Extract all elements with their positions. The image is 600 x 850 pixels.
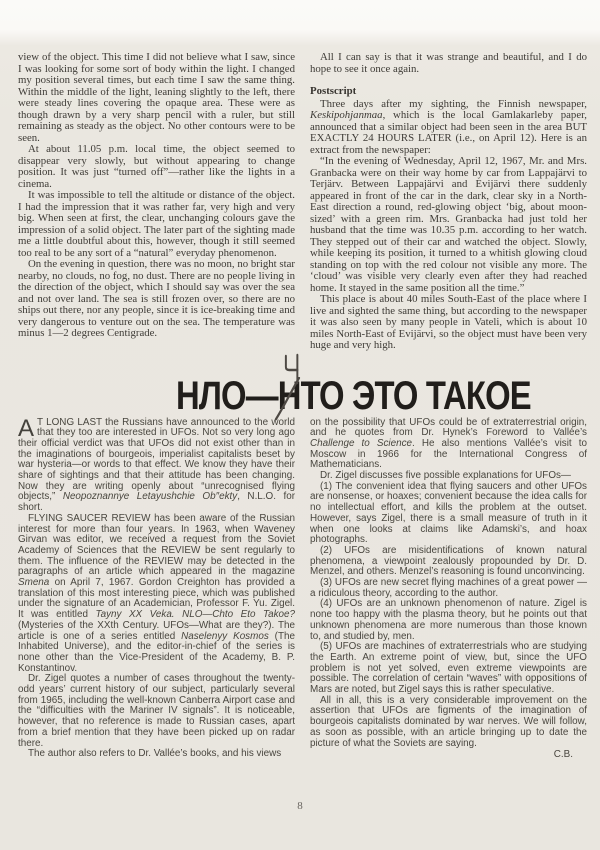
paragraph: (1) The convenient idea that flying saucers and other UFOs are nonsense, or hoaxes; convenient because the idea calls for no intellectual effort, and kills the problem at the outset. However, says Zigel, there is a small measure of truth in it when one looks at claims like Adamski’s, and hoax photographs.	[310, 480, 587, 546]
page-number: 8	[297, 800, 303, 812]
paragraph: At about 11.05 p.m. local time, the object seemed to disappear very slowly, but without appearing to change position. It was just “turned off”—rather like the lights in a cinema.	[18, 143, 295, 190]
bottom-article	[0, 414, 600, 762]
paragraph: on the possibility that UFOs could be of extraterrestrial origin, and he quotes from Dr. Hynek’s Foreword to Vallée’s Challenge to Science. He also mentions Vallée’s visit to Moscow in 1966 for the International Congress of Mathematicians.	[310, 416, 587, 471]
headline-struck-letter	[277, 373, 301, 418]
paragraph: All I can say is that it was strange and beautiful, and I do hope to see it once again.	[310, 51, 587, 75]
drop-cap: A	[18, 414, 35, 442]
paragraph: Dr. Zigel quotes a number of cases throughout the twenty-odd years’ current history of our subject, particularly several from 1965, including the well-known Canberra Airport case and the “difficulties with the Mariner IV signals”. It is noticeable, however, that no reference is made to Russian cases, apart from a brief mention that they have been picked up on radar there.	[18, 673, 295, 749]
paragraph: Dr. Zigel discusses five possible explanations for UFOs—	[320, 470, 571, 482]
bottom-right-column	[310, 418, 587, 762]
paragraph	[18, 414, 295, 514]
top-left-column	[18, 52, 295, 352]
bottom-left-column	[18, 414, 296, 762]
top-right-column	[310, 52, 587, 352]
paragraph: view of the object. This time I did not believe what I saw, since I was looking for some sort of body within the light. I changed my position several times, but each time I saw the same thing. Within the middle of the light, leaning slightly to the left, there were steady lines covering the opaque area. These were as though drawn by a very sharp pencil with a ruler, but still remaining as steady as the object. No other contours were to be seen.	[18, 51, 295, 144]
headline-prefix: НЛО—	[176, 373, 278, 418]
paragraph-text: T LONG LAST the Russians have announced to the world that they too are interested in UFOs. Not so very long ago their official verdict was that UFOs did not exist other than in the imaginations of bourgeois, imperialist capitalists beset by war hysteria—or words to that effect. We know they have their share of sightings and that their attitude has been changing. Now they are writing openly about “unrecognised flying objects,” Neopoznannye Letayushchie Ob″ekty, N.L.O. for short.	[18, 416, 295, 514]
paragraph: The author also refers to Dr. Vallée’s books, and his views	[28, 748, 282, 760]
paragraph: All in all, this is a very considerable improvement on the assertion that UFOs are figments of the imagination of bourgeois capitalists dominated by war nerves. We will follow, as soon as possible, with an article bringing up to date the picture of what the Soviets are saying.	[310, 694, 587, 749]
headline	[176, 373, 531, 418]
signature: C.B.	[553, 749, 573, 761]
headline-block	[0, 352, 600, 416]
paragraph: (3) UFOs are new secret flying machines of a great power —a ridiculous theory, according to the author.	[310, 577, 587, 599]
paragraph: FLYING SAUCER REVIEW has been aware of the Russian interest for more than four years. In 1963, when Waveney Girvan was editor, we received a request from the Soviet Academy of Sciences that the REVIEW be sent regularly to them. The influence of the REVIEW may be detected in the paragraphs of an article which appeared in the magazine Smena on April 7, 1967. Gordon Creighton has provided a translation of this most interesting piece, which was published under the signature of an Academician, Professor F. Yu. Zigel. It was entitled Tayny XX Veka. NLO—Chto Eto Takoe? (Mysteries of the XXth Century. UFOs—What are they?). The article is one of a series entitled Naselenyy Kosmos (The Inhabited Universe), and the editor-in-chief of the series is none other than the Vice-President of the Academy, B. P. Konstantinov.	[18, 512, 296, 674]
paragraph: “In the evening of Wednesday, April 12, 1967, Mr. and Mrs. Granbacka were on their way home by car from Lappajärvi to Terjärv. Between Lappajärvi and Evijärvi there suddenly appeared in front of the car in the dark, clear sky in a North-East direction a round, red-glowing object ‘big, about moon-sized’ with a green rim. Mrs. Granbacka had just told her husband that the time was 10.35 p.m. according to her watch. They stepped out of their car and watched the object. Slowly, while keeping its position, it turned to a whitish glowing cloud standing on top with the red colour not visible any more. The ‘cloud’ was visible very clearly even after they had reached home. It stayed in the same position all the time.”	[310, 155, 587, 294]
paragraph: On the evening in question, there was no moon, no bright star nearby, no clouds, no fog, no dust. There are no people living in the direction of the object, which I should say was over the sea and not over land. The sea is still frozen over, so there are no ships out there, nor any people, since it is ice-breaking time and very dangerous to venture out on the sea. The temperature was minus 1—2 degrees Centigrade.	[18, 258, 295, 339]
paragraph: Three days after my sighting, the Finnish newspaper, Keskipohjanmaa, which is the local Gamlakarleby paper, announced that a similar object had been seen in the area BUT EXACTLY 24 HOURS LATER (i.e., on April 12). Here is an extract from the newspaper:	[310, 97, 587, 156]
struck-letter-glyph: Н	[277, 373, 301, 418]
postscript-heading: Postscript	[310, 85, 357, 97]
paragraph: (4) UFOs are an unknown phenomenon of nature. Zigel is none too happy with the plasma theory, but he points out that unknown phenomena are more numerous than those known to, and studied by, men.	[310, 598, 587, 642]
paragraph: (5) UFOs are machines of extraterrestrials who are studying the Earth. An extreme point of view, but, since the UFO problem is not yet solved, even extreme viewpoints are possible. The correlation of certain “waves” with oppositions of Mars are noted, but Zigel says this is rather speculative.	[310, 641, 587, 696]
paragraph: (2) UFOs are misidentifications of known natural phenomena, a viewpoint zealously propounded by Dr. D. Menzel, and others. Menzel’s reasoning is found unconvincing.	[310, 544, 587, 578]
top-article	[0, 0, 600, 352]
headline-suffix: ТО ЭТО ТАКОЕ	[300, 373, 531, 418]
paragraph: It was impossible to tell the altitude or distance of the object. I had the impression that it was rather far, very high and very big. When seen at first, the clear, unchanging colours gave the impression of a solid object. The later part of the sighting made me a little doubtful about this, however, though it still seemed too real to be any sort of a “natural” everyday phenomenon.	[18, 189, 295, 259]
paragraph: This place is about 40 miles South-East of the place where I live and sighted the same thing, but according to the newspaper it was also seen by many people in Vateli, which is about 10 miles North-East of Evijärvi, so the object must have been very huge and very high.	[310, 293, 587, 351]
